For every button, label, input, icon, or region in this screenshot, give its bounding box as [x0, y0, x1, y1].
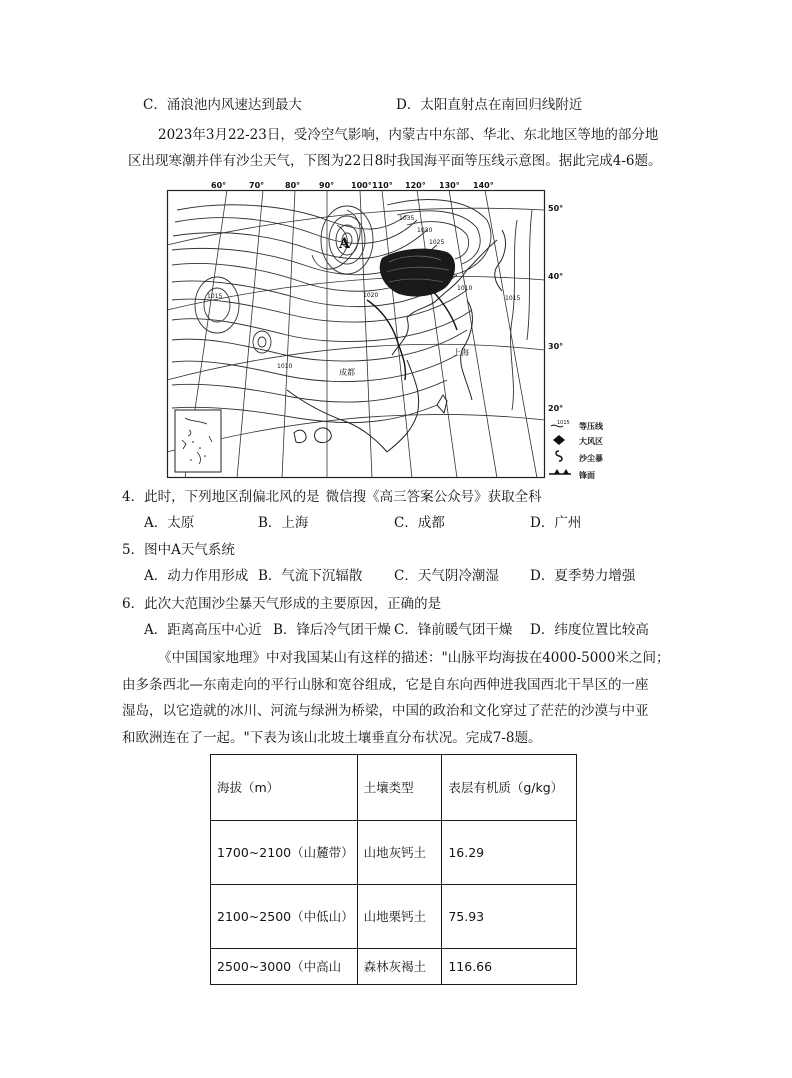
intro1-line1: 2023年3月22-23日，受冷空气影响，内蒙古中东部、华北、东北地区等地的部分地 — [158, 127, 659, 143]
q4-option-d: D．广州 — [530, 515, 582, 531]
table-cell: 116.66 — [442, 949, 577, 985]
q4-option-c: C．成都 — [394, 515, 445, 531]
lat-label: 30° — [548, 342, 564, 351]
table-cell: 山地栗钙土 — [357, 885, 442, 949]
legend-gale: 大风区 — [579, 437, 603, 446]
q5-option-d: D．夏季势力增强 — [530, 568, 636, 584]
lon-label: 130° — [439, 181, 460, 190]
q5-option-b: B．气流下沉辐散 — [258, 568, 363, 584]
lat-label: 50° — [548, 204, 564, 213]
lon-label: 80° — [285, 181, 301, 190]
legend-front: 锋面 — [579, 471, 595, 480]
q5-option-c: C．天气阴冷潮湿 — [394, 568, 499, 584]
table-cell: 森林灰褐土 — [357, 949, 442, 985]
lon-label: 100° — [351, 181, 372, 190]
q4-stem — [122, 488, 542, 506]
isobar-label: 1025 — [429, 239, 445, 246]
table-cell: 75.93 — [442, 885, 577, 949]
table-cell: 2100~2500（中低山） — [211, 885, 358, 949]
intro2-line1: 《中国国家地理》中对我国某山有这样的描述："山脉平均海拔在4000-5000米之间； — [158, 650, 670, 666]
inset-map — [175, 410, 221, 472]
lon-label: 70° — [249, 181, 265, 190]
table-header: 海拔（m） — [211, 755, 358, 821]
q4-option-a: A．太原 — [144, 515, 195, 531]
q6-option-d: D．纬度位置比较高 — [530, 622, 649, 638]
soil-table — [210, 754, 577, 985]
chengdu-label: 成都 — [339, 368, 355, 377]
table-cell: 山地灰钙土 — [357, 821, 442, 885]
isobar-label: 1015 — [505, 295, 521, 302]
q5-stem: 5．图中A天气系统 — [122, 542, 235, 558]
table-row — [211, 885, 577, 949]
q4-watermark: 微信搜《高三答案公众号》获取全科 — [325, 489, 542, 505]
q4-stem-text: 4．此时，下列地区刮偏北风的是 — [122, 489, 320, 505]
lon-label: 60° — [211, 181, 227, 190]
prev-option-c: C．涌浪池内风速达到最大 — [143, 97, 302, 113]
isobar-label: 1015 — [207, 293, 223, 300]
lat-label: 20° — [548, 404, 564, 413]
table-cell: 16.29 — [442, 821, 577, 885]
table-row — [211, 821, 577, 885]
legend-isobar: 等压线 — [579, 422, 603, 431]
legend-isobar-value: 1015 — [557, 420, 570, 426]
intro1-line2: 区出现寒潮并伴有沙尘天气，下图为22日8时我国海平面等压线示意图。据此完成4-6题。 — [128, 153, 662, 169]
intro2-line4: 和欧洲连在了一起。"下表为该山北坡土壤垂直分布状况。完成7-8题。 — [122, 730, 542, 746]
intro2-line3: 湿岛，以它造就的冰川、河流与绿洲为桥梁，中国的政治和文化穿过了茫茫的沙漠与中亚 — [122, 703, 649, 719]
table-row — [211, 949, 577, 985]
lon-label: 120° — [405, 181, 426, 190]
isobar-map — [167, 181, 545, 478]
isobar-label: 1035 — [399, 215, 415, 222]
high-pressure-label: A — [339, 236, 350, 252]
legend-sandstorm: 沙尘暴 — [579, 454, 603, 463]
table-cell: 1700~2100（山麓带） — [211, 821, 358, 885]
q4-option-b: B．上海 — [258, 515, 309, 531]
table-header: 表层有机质（g/kg） — [442, 755, 577, 821]
isobar-label: 1020 — [363, 292, 379, 299]
lon-label: 140° — [473, 181, 494, 190]
q6-stem: 6．此次大范围沙尘暴天气形成的主要原因，正确的是 — [122, 596, 442, 612]
q5-option-a: A．动力作用形成 — [144, 568, 249, 584]
isobar-label: 1030 — [417, 227, 433, 234]
shanghai-label: 上海 — [453, 348, 469, 357]
table-header: 土壤类型 — [357, 755, 442, 821]
q6-option-c: C．锋前暖气团干燥 — [394, 622, 513, 638]
q6-option-a: A．距离高压中心近 — [144, 622, 262, 638]
prev-option-d: D．太阳直射点在南回归线附近 — [396, 97, 583, 113]
lon-label: 90° — [319, 181, 335, 190]
table-header-row — [211, 755, 577, 821]
isobar-label: 1010 — [277, 363, 293, 370]
lat-label: 40° — [548, 272, 564, 281]
intro2-line2: 由多条西北—东南走向的平行山脉和宽谷组成，它是自东向西伸进我国西北干旱区的一座 — [122, 677, 649, 693]
map-legend — [549, 420, 629, 482]
table-cell: 2500~3000（中高山 — [211, 949, 358, 985]
gale-legend-icon — [553, 435, 565, 445]
lon-label: 110° — [372, 181, 393, 190]
isobar-label: 1010 — [457, 285, 473, 292]
q6-option-b: B．锋后冷气团干燥 — [273, 622, 391, 638]
sandstorm-legend-icon — [556, 451, 562, 461]
